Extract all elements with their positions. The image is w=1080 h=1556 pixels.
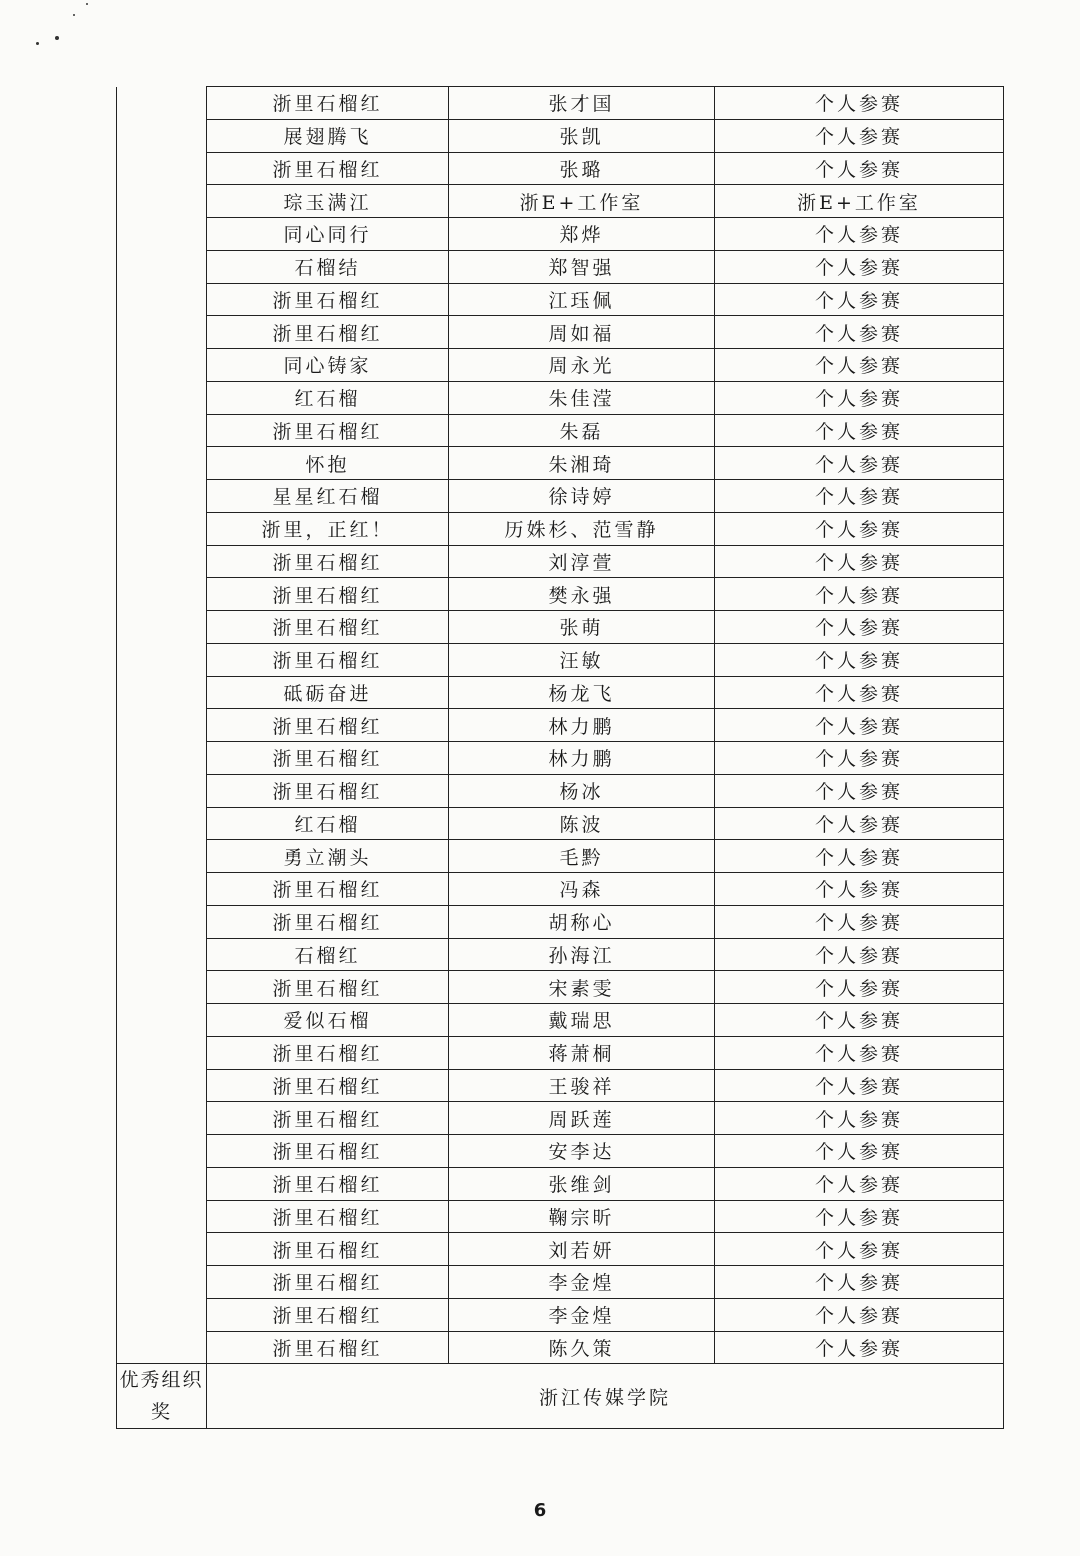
entry-type-cell: 个人参赛 [715, 218, 1004, 251]
scan-speck [86, 3, 88, 5]
entry-type-cell: 个人参赛 [715, 676, 1004, 709]
table-row [117, 119, 1004, 152]
author-cell: 朱湘琦 [449, 447, 715, 480]
work-title-cell: 石榴红 [207, 938, 449, 971]
work-title-cell: 浙里石榴红 [207, 905, 449, 938]
author-cell: 朱磊 [449, 414, 715, 447]
entry-type-cell: 个人参赛 [715, 512, 1004, 545]
entry-type-cell: 个人参赛 [715, 1298, 1004, 1331]
table-row [117, 218, 1004, 251]
entry-type-cell: 个人参赛 [715, 1331, 1004, 1364]
author-cell: 戴瑞思 [449, 1004, 715, 1037]
author-cell: 刘若妍 [449, 1233, 715, 1266]
author-cell: 张璐 [449, 152, 715, 185]
author-cell: 陈久策 [449, 1331, 715, 1364]
author-cell: 胡称心 [449, 905, 715, 938]
author-cell: 江珏佩 [449, 283, 715, 316]
table-row [117, 250, 1004, 283]
work-title-cell: 浙里石榴红 [207, 316, 449, 349]
work-title-cell: 红石榴 [207, 807, 449, 840]
table-row [117, 971, 1004, 1004]
author-cell: 林力鹏 [449, 709, 715, 742]
author-cell: 张萌 [449, 611, 715, 644]
author-cell: 杨冰 [449, 774, 715, 807]
work-title-cell: 浙里石榴红 [207, 709, 449, 742]
author-cell: 樊永强 [449, 578, 715, 611]
table-row [117, 1233, 1004, 1266]
work-title-cell: 爱似石榴 [207, 1004, 449, 1037]
entry-type-cell: 个人参赛 [715, 742, 1004, 775]
author-cell: 杨龙飞 [449, 676, 715, 709]
entry-type-cell: 个人参赛 [715, 1167, 1004, 1200]
author-cell: 张凯 [449, 119, 715, 152]
table-row [117, 643, 1004, 676]
table-row [117, 381, 1004, 414]
table-row [117, 742, 1004, 775]
author-cell: 徐诗婷 [449, 480, 715, 513]
entry-type-cell: 个人参赛 [715, 119, 1004, 152]
work-title-cell: 怀抱 [207, 447, 449, 480]
work-title-cell: 浙里石榴红 [207, 1200, 449, 1233]
author-cell: 历姝杉、范雪静 [449, 512, 715, 545]
entry-type-cell: 个人参赛 [715, 1069, 1004, 1102]
table-row [117, 1069, 1004, 1102]
table-row [117, 545, 1004, 578]
work-title-cell: 浙里石榴红 [207, 1167, 449, 1200]
scan-speck [73, 14, 75, 16]
author-cell: 陈波 [449, 807, 715, 840]
work-title-cell: 浙里石榴红 [207, 152, 449, 185]
table-row [117, 185, 1004, 218]
entry-type-cell: 个人参赛 [715, 1266, 1004, 1299]
work-title-cell: 浙里石榴红 [207, 578, 449, 611]
work-title-cell: 浙里石榴红 [207, 873, 449, 906]
author-cell: 蒋萧桐 [449, 1036, 715, 1069]
table-row [117, 1036, 1004, 1069]
work-title-cell: 浙里石榴红 [207, 1036, 449, 1069]
org-award-winner: 浙江传媒学院 [207, 1364, 1004, 1429]
author-cell: 浙E+工作室 [449, 185, 715, 218]
table-row [117, 1266, 1004, 1299]
table-row [117, 676, 1004, 709]
work-title-cell: 浙里石榴红 [207, 971, 449, 1004]
table-row [117, 611, 1004, 644]
award-table [116, 86, 1004, 1429]
entry-type-cell: 个人参赛 [715, 480, 1004, 513]
page-number: 6 [533, 1500, 547, 1521]
author-cell: 安李达 [449, 1135, 715, 1168]
entry-type-cell: 个人参赛 [715, 316, 1004, 349]
work-title-cell: 浙里石榴红 [207, 611, 449, 644]
author-cell: 宋素雯 [449, 971, 715, 1004]
entry-type-cell: 个人参赛 [715, 611, 1004, 644]
author-cell: 周跃莲 [449, 1102, 715, 1135]
entry-type-cell: 个人参赛 [715, 1200, 1004, 1233]
table-row [117, 1200, 1004, 1233]
table-row [117, 1135, 1004, 1168]
table-row [117, 1167, 1004, 1200]
author-cell: 汪敏 [449, 643, 715, 676]
table-row [117, 414, 1004, 447]
table-row [117, 1102, 1004, 1135]
table-row [117, 87, 1004, 120]
work-title-cell: 浙里石榴红 [207, 414, 449, 447]
work-title-cell: 砥砺奋进 [207, 676, 449, 709]
work-title-cell: 浙里石榴红 [207, 1331, 449, 1364]
work-title-cell: 浙里石榴红 [207, 1102, 449, 1135]
category-cell [117, 87, 207, 1364]
author-cell: 朱佳滢 [449, 381, 715, 414]
author-cell: 冯森 [449, 873, 715, 906]
table-row [117, 1331, 1004, 1364]
work-title-cell: 浙里石榴红 [207, 1069, 449, 1102]
work-title-cell: 浙里石榴红 [207, 1298, 449, 1331]
author-cell: 郑智强 [449, 250, 715, 283]
entry-type-cell: 个人参赛 [715, 1004, 1004, 1037]
author-cell: 郑烨 [449, 218, 715, 251]
work-title-cell: 同心同行 [207, 218, 449, 251]
author-cell: 张维剑 [449, 1167, 715, 1200]
entry-type-cell: 个人参赛 [715, 1233, 1004, 1266]
entry-type-cell: 个人参赛 [715, 1036, 1004, 1069]
work-title-cell: 浙里石榴红 [207, 87, 449, 120]
entry-type-cell: 个人参赛 [715, 283, 1004, 316]
table-row [117, 1298, 1004, 1331]
table-row [117, 512, 1004, 545]
author-cell: 周如福 [449, 316, 715, 349]
entry-type-cell: 个人参赛 [715, 87, 1004, 120]
table-row [117, 480, 1004, 513]
entry-type-cell: 个人参赛 [715, 349, 1004, 382]
work-title-cell: 石榴结 [207, 250, 449, 283]
table-row [117, 1004, 1004, 1037]
entry-type-cell: 个人参赛 [715, 152, 1004, 185]
work-title-cell: 星星红石榴 [207, 480, 449, 513]
entry-type-cell: 个人参赛 [715, 905, 1004, 938]
table-row [117, 447, 1004, 480]
entry-type-cell: 个人参赛 [715, 414, 1004, 447]
entry-type-cell: 个人参赛 [715, 1135, 1004, 1168]
table-row [117, 152, 1004, 185]
entry-type-cell: 个人参赛 [715, 807, 1004, 840]
entry-type-cell: 个人参赛 [715, 971, 1004, 1004]
table-row [117, 578, 1004, 611]
work-title-cell: 展翅腾飞 [207, 119, 449, 152]
table-row [117, 349, 1004, 382]
author-cell: 李金煌 [449, 1298, 715, 1331]
table-row [117, 283, 1004, 316]
work-title-cell: 浙里石榴红 [207, 283, 449, 316]
author-cell: 鞠宗昕 [449, 1200, 715, 1233]
org-award-row [117, 1364, 1004, 1429]
entry-type-cell: 个人参赛 [715, 1102, 1004, 1135]
table-row [117, 873, 1004, 906]
table-row [117, 840, 1004, 873]
table-row [117, 316, 1004, 349]
entry-type-cell: 个人参赛 [715, 774, 1004, 807]
entry-type-cell: 个人参赛 [715, 643, 1004, 676]
author-cell: 孙海江 [449, 938, 715, 971]
entry-type-cell: 个人参赛 [715, 545, 1004, 578]
author-cell: 李金煌 [449, 1266, 715, 1299]
work-title-cell: 红石榴 [207, 381, 449, 414]
author-cell: 周永光 [449, 349, 715, 382]
scan-speck [55, 36, 59, 40]
work-title-cell: 浙里石榴红 [207, 643, 449, 676]
category-label-org-award: 优秀组织奖 [117, 1364, 207, 1429]
entry-type-cell: 个人参赛 [715, 447, 1004, 480]
scan-speck [36, 42, 39, 45]
entry-type-cell: 浙E+工作室 [715, 185, 1004, 218]
work-title-cell: 浙里石榴红 [207, 1233, 449, 1266]
entry-type-cell: 个人参赛 [715, 873, 1004, 906]
table-row [117, 774, 1004, 807]
entry-type-cell: 个人参赛 [715, 709, 1004, 742]
work-title-cell: 琮玉满江 [207, 185, 449, 218]
author-cell: 林力鹏 [449, 742, 715, 775]
table-row [117, 709, 1004, 742]
author-cell: 王骏祥 [449, 1069, 715, 1102]
work-title-cell: 浙里石榴红 [207, 1266, 449, 1299]
work-title-cell: 浙里石榴红 [207, 545, 449, 578]
entry-type-cell: 个人参赛 [715, 578, 1004, 611]
table-row [117, 938, 1004, 971]
work-title-cell: 浙里石榴红 [207, 742, 449, 775]
work-title-cell: 勇立潮头 [207, 840, 449, 873]
work-title-cell: 浙里石榴红 [207, 774, 449, 807]
author-cell: 毛黔 [449, 840, 715, 873]
work-title-cell: 同心铸家 [207, 349, 449, 382]
entry-type-cell: 个人参赛 [715, 938, 1004, 971]
work-title-cell: 浙里石榴红 [207, 1135, 449, 1168]
table-row [117, 905, 1004, 938]
entry-type-cell: 个人参赛 [715, 840, 1004, 873]
author-cell: 张才国 [449, 87, 715, 120]
entry-type-cell: 个人参赛 [715, 250, 1004, 283]
author-cell: 刘淳萱 [449, 545, 715, 578]
entry-type-cell: 个人参赛 [715, 381, 1004, 414]
work-title-cell: 浙里，正红！ [207, 512, 449, 545]
table-row [117, 807, 1004, 840]
award-table-body [117, 87, 1004, 1429]
